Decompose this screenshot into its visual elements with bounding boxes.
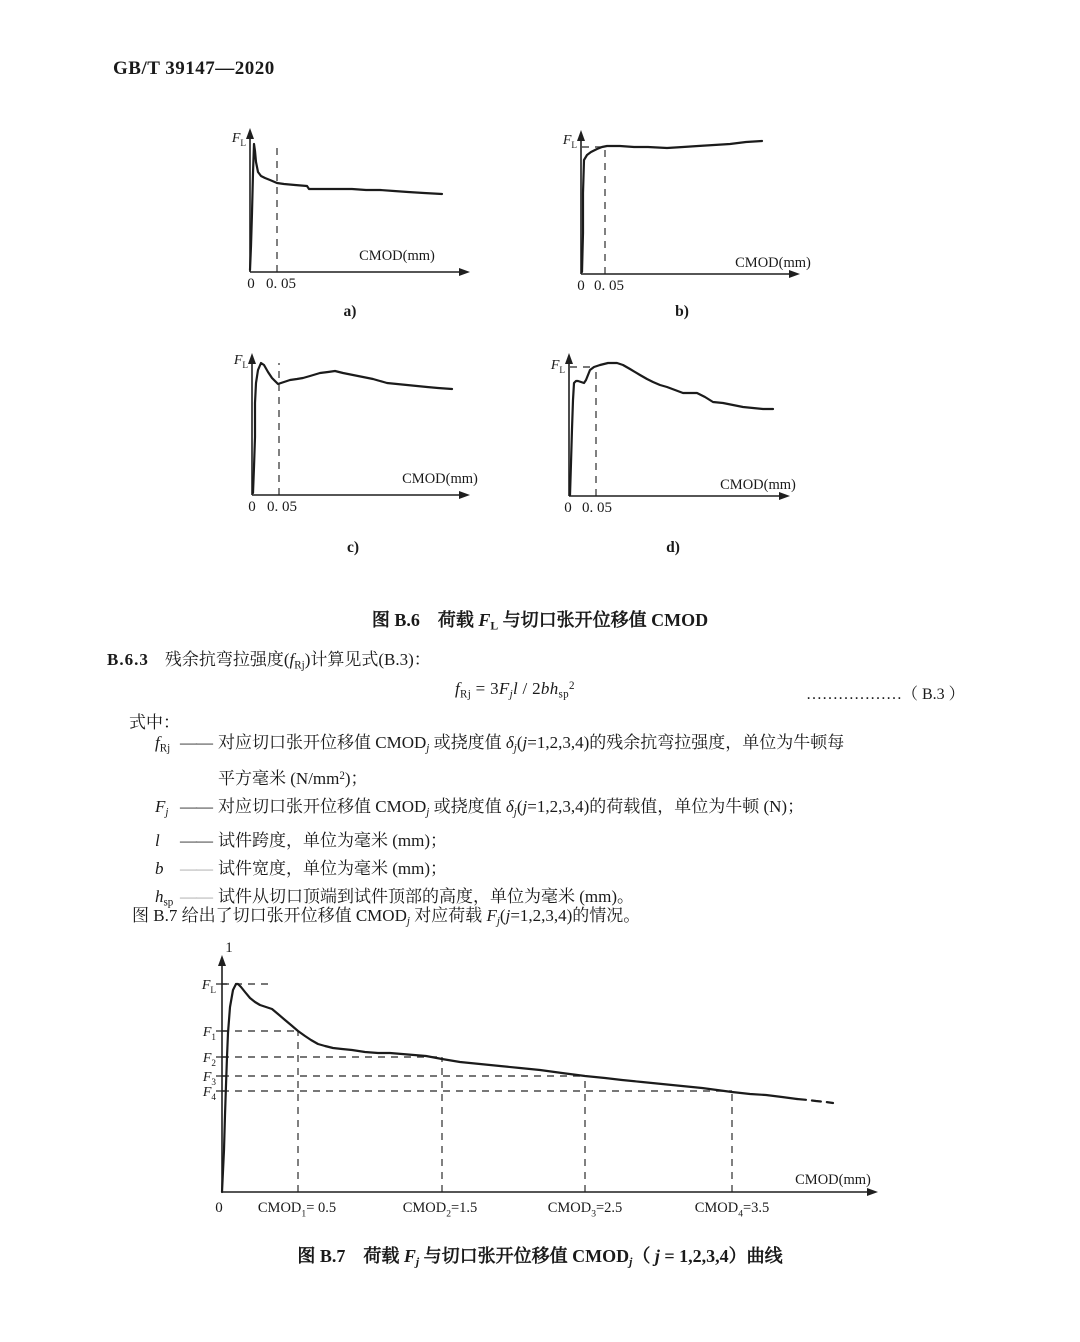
y-axis-arrow bbox=[246, 128, 254, 139]
x-tick-cmod3: $CMOD_3=2.5$ bbox=[547, 1200, 623, 1220]
definitions-list bbox=[155, 729, 961, 916]
x-axis-arrow bbox=[459, 491, 470, 499]
figure-b6-chart-b bbox=[520, 118, 820, 323]
definition-desc bbox=[218, 793, 961, 826]
definition-term: b bbox=[155, 858, 164, 878]
load-cmod-curve bbox=[582, 141, 762, 272]
definition-dash: —— bbox=[180, 830, 212, 850]
definition-dash: —— bbox=[180, 858, 212, 878]
y-tick-f1: $F_1$ bbox=[202, 1025, 216, 1043]
x-tick-0: 0 bbox=[564, 500, 572, 516]
load-cmod-curve bbox=[222, 984, 797, 1192]
y-axis-arrow bbox=[218, 955, 226, 966]
y-axis-arrow bbox=[565, 353, 573, 364]
definition-row-l bbox=[155, 827, 961, 855]
definition-desc bbox=[218, 729, 961, 793]
definition-row-frj bbox=[155, 729, 961, 793]
y-axis-label: $F_L$ bbox=[231, 131, 246, 149]
x-tick-cmod1: $CMOD_1= 0.5$ bbox=[257, 1200, 337, 1220]
x-axis-arrow bbox=[867, 1188, 878, 1196]
definition-term: l bbox=[155, 830, 160, 850]
x-axis-label: CMOD(mm) bbox=[720, 477, 796, 493]
equation-number: （ B.3 ） bbox=[902, 686, 965, 703]
subfigure-label: a) bbox=[343, 303, 357, 320]
x-tick-005: 0. 05 bbox=[582, 500, 612, 516]
y-tick-f4: $F_4$ bbox=[202, 1085, 216, 1103]
section-number: B.6.3 bbox=[107, 650, 149, 669]
figure-b6-chart-a bbox=[180, 118, 500, 323]
subfigure-label: b) bbox=[675, 303, 689, 320]
definition-row-b bbox=[155, 855, 961, 883]
definition-desc-line: 对应切口张开位移值 CMODj 或挠度值 δj(j=1,2,3,4)的荷载值，单位为牛顿 (N)； bbox=[218, 797, 805, 819]
y-axis-arrow bbox=[248, 353, 256, 364]
definition-desc-line: 试件从切口顶端到试件顶部的高度，单位为毫米 (mm)。 bbox=[218, 886, 635, 906]
y-tick-f2: $F_2$ bbox=[202, 1051, 216, 1069]
x-tick-0: 0 bbox=[247, 276, 255, 292]
x-axis-arrow bbox=[789, 270, 800, 278]
definition-desc bbox=[218, 855, 961, 883]
curve-number-label: 1 bbox=[225, 940, 233, 956]
definition-dash: —— bbox=[180, 886, 212, 906]
x-tick-0: 0 bbox=[215, 1200, 223, 1216]
x-tick-0: 0 bbox=[577, 278, 585, 294]
x-tick-cmod2: $CMOD_2=1.5$ bbox=[402, 1200, 478, 1220]
y-axis-arrow bbox=[577, 130, 585, 141]
formula-b3: fRj = 3Fjl / 2bhsp$^2$ bbox=[455, 679, 575, 701]
subfigure-label: c) bbox=[346, 539, 360, 556]
x-axis-arrow bbox=[459, 268, 470, 276]
subfigure-label: d) bbox=[666, 539, 680, 556]
definition-row-fj bbox=[155, 793, 961, 826]
x-tick-005: 0. 05 bbox=[267, 499, 297, 515]
figure-b6-chart-c bbox=[180, 345, 500, 560]
definition-desc-line: 对应切口张开位移值 CMODj 或挠度值 δj(j=1,2,3,4)的残余抗弯拉强度，单位为牛顿每 bbox=[218, 733, 845, 755]
y-axis-label: $F_L$ bbox=[562, 133, 577, 151]
standard-number: GB/T 39147—2020 bbox=[113, 58, 275, 79]
definition-term: hsp bbox=[155, 886, 174, 908]
x-tick-005: 0. 05 bbox=[594, 278, 624, 294]
y-tick-fl: $F_L$ bbox=[201, 978, 216, 996]
definition-dash: —— bbox=[180, 733, 212, 752]
x-axis-arrow bbox=[779, 492, 790, 500]
formula-b3-reference bbox=[806, 681, 965, 704]
section-b63-heading bbox=[107, 645, 431, 671]
where-label: 式中： bbox=[129, 713, 180, 732]
definition-term: fRj bbox=[155, 733, 171, 755]
figure-b7-note: 图 B.7 给出了切口张开位移值 CMODj 对应荷载 Fj(j=1,2,3,4)的情况。 bbox=[132, 906, 641, 928]
dotted-leader: ……………… bbox=[806, 686, 902, 703]
y-axis-label: $F_L$ bbox=[233, 353, 248, 371]
x-tick-0: 0 bbox=[248, 499, 256, 515]
definition-desc-line: 平方毫米 $(N/mm^2)$； bbox=[218, 769, 368, 789]
y-tick-f3: $F_3$ bbox=[202, 1070, 216, 1088]
figure-b7-chart bbox=[150, 935, 930, 1230]
x-axis-label: CMOD(mm) bbox=[359, 248, 435, 264]
x-axis-label: CMOD(mm) bbox=[402, 471, 478, 487]
x-axis-label: CMOD(mm) bbox=[735, 255, 811, 271]
definition-desc bbox=[218, 827, 961, 855]
x-axis-label: CMOD(mm) bbox=[795, 1172, 871, 1188]
section-intro-text: 残余抗弯拉强度(fRj)计算见式(B.3)： bbox=[164, 650, 431, 672]
definition-term: Fj bbox=[155, 797, 169, 819]
x-tick-cmod4: $CMOD_4=3.5$ bbox=[694, 1200, 770, 1220]
load-cmod-curve-extrapolated bbox=[797, 1099, 833, 1103]
y-axis-label: $F_L$ bbox=[550, 358, 565, 376]
x-tick-005: 0. 05 bbox=[266, 276, 296, 292]
definition-desc-line: 试件跨度，单位为毫米 (mm)； bbox=[218, 830, 448, 850]
figure-b6-chart-d bbox=[520, 345, 820, 560]
definition-dash: —— bbox=[180, 797, 212, 817]
load-cmod-curve bbox=[570, 363, 773, 495]
figure-b6-caption: 图 B.6 荷载 FL 与切口张开位移值 CMOD bbox=[371, 610, 709, 633]
figure-b7-caption: 图 B.7 荷载 Fj 与切口张开位移值 CMODj（ j = 1,2,3,4）曲线 bbox=[297, 1246, 783, 1269]
definition-desc-line: 试件宽度，单位为毫米 (mm)； bbox=[218, 858, 448, 878]
